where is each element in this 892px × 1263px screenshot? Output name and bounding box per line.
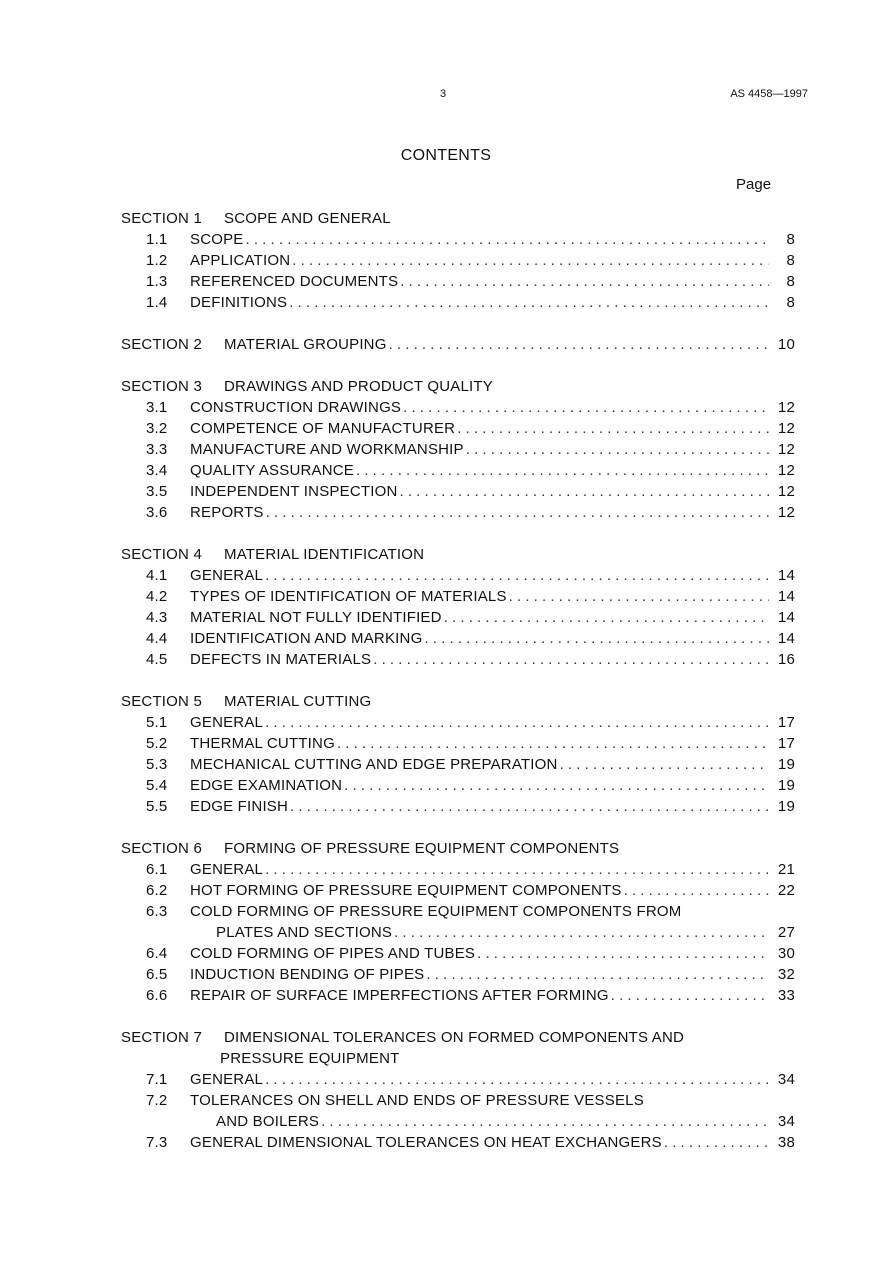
entry-number: 1.3 bbox=[146, 273, 168, 290]
entry-title: COLD FORMING OF PIPES AND TUBES bbox=[190, 945, 476, 962]
dot-leader bbox=[289, 292, 769, 313]
section-number: SECTION 4 bbox=[121, 546, 202, 563]
section-heading bbox=[121, 691, 801, 712]
toc-entry-6-5[interactable] bbox=[121, 964, 801, 985]
dot-leader bbox=[664, 1132, 769, 1153]
entry-page: 12 bbox=[777, 483, 795, 500]
entry-number: 5.5 bbox=[146, 798, 168, 815]
entry-number: 5.4 bbox=[146, 777, 168, 794]
entry-number: 3.5 bbox=[146, 483, 168, 500]
section-7 bbox=[121, 1027, 801, 1153]
toc-entry-6-1[interactable] bbox=[121, 859, 801, 880]
entry-page: 10 bbox=[777, 336, 795, 353]
entry-number: 7.1 bbox=[146, 1071, 168, 1088]
section-title: FORMING OF PRESSURE EQUIPMENT COMPONENTS bbox=[224, 840, 620, 857]
section-heading bbox=[121, 1027, 801, 1069]
dot-leader bbox=[389, 334, 769, 355]
entry-number: 6.1 bbox=[146, 861, 168, 878]
toc-entry-3-5[interactable] bbox=[121, 481, 801, 502]
entry-number: 3.6 bbox=[146, 504, 168, 521]
dot-leader bbox=[477, 943, 769, 964]
entry-title: APPLICATION bbox=[190, 252, 291, 269]
entry-title: EDGE FINISH bbox=[190, 798, 289, 815]
dot-leader bbox=[426, 964, 769, 985]
section-5 bbox=[121, 691, 801, 817]
dot-leader bbox=[321, 1111, 769, 1132]
entry-number: 3.1 bbox=[146, 399, 168, 416]
dot-leader bbox=[266, 502, 769, 523]
page-number: 3 bbox=[440, 88, 447, 100]
dot-leader bbox=[509, 586, 769, 607]
entry-number: 6.2 bbox=[146, 882, 168, 899]
entry-page: 14 bbox=[777, 567, 795, 584]
toc-entry-4-1[interactable] bbox=[121, 565, 801, 586]
entry-page: 19 bbox=[777, 777, 795, 794]
entry-page: 33 bbox=[777, 987, 795, 1004]
toc-entry-1-3[interactable] bbox=[121, 271, 801, 292]
toc-entry-5-3[interactable] bbox=[121, 754, 801, 775]
entry-title: REPORTS bbox=[190, 504, 264, 521]
entry-page: 8 bbox=[786, 252, 795, 269]
entry-title: HOT FORMING OF PRESSURE EQUIPMENT COMPONENTS bbox=[190, 882, 622, 899]
entry-title: GENERAL bbox=[190, 567, 264, 584]
entry-page: 12 bbox=[777, 420, 795, 437]
entry-number: 6.4 bbox=[146, 945, 168, 962]
dot-leader bbox=[292, 250, 769, 271]
entry-page: 8 bbox=[786, 273, 795, 290]
toc-entry-6-4[interactable] bbox=[121, 943, 801, 964]
section-title-continued: PRESSURE EQUIPMENT bbox=[220, 1050, 400, 1067]
dot-leader bbox=[373, 649, 769, 670]
entry-number: 5.1 bbox=[146, 714, 168, 731]
toc-entry-4-4[interactable] bbox=[121, 628, 801, 649]
entry-page: 14 bbox=[777, 609, 795, 626]
table-of-contents bbox=[121, 208, 801, 1174]
entry-first-line bbox=[121, 901, 801, 922]
section-1 bbox=[121, 208, 801, 313]
entry-title: CONSTRUCTION DRAWINGS bbox=[190, 399, 402, 416]
entry-title: GENERAL bbox=[190, 1071, 264, 1088]
entry-number: 1.2 bbox=[146, 252, 168, 269]
toc-entry-3-3[interactable] bbox=[121, 439, 801, 460]
entry-page: 16 bbox=[777, 651, 795, 668]
entry-title: IDENTIFICATION AND MARKING bbox=[190, 630, 423, 647]
dot-leader bbox=[400, 481, 770, 502]
section-number: SECTION 1 bbox=[121, 210, 202, 227]
toc-entry-6-6[interactable] bbox=[121, 985, 801, 1006]
dot-leader bbox=[356, 460, 769, 481]
entry-page: 32 bbox=[777, 966, 795, 983]
dot-leader bbox=[246, 229, 769, 250]
entry-number: 3.2 bbox=[146, 420, 168, 437]
entry-title: REFERENCED DOCUMENTS bbox=[190, 273, 399, 290]
toc-entry-section-2[interactable] bbox=[121, 334, 801, 355]
entry-title: GENERAL bbox=[190, 714, 264, 731]
entry-number: 6.3 bbox=[146, 903, 168, 920]
dot-leader bbox=[444, 607, 769, 628]
entry-title: GENERAL bbox=[190, 861, 264, 878]
section-title: MATERIAL CUTTING bbox=[224, 693, 372, 710]
toc-entry-7-2[interactable] bbox=[121, 1090, 801, 1132]
section-number: SECTION 3 bbox=[121, 378, 202, 395]
toc-entry-1-4[interactable] bbox=[121, 292, 801, 313]
entry-number: 7.3 bbox=[146, 1134, 168, 1151]
entry-title: SCOPE bbox=[190, 231, 244, 248]
dot-leader bbox=[624, 880, 769, 901]
entry-title: DEFINITIONS bbox=[190, 294, 288, 311]
section-title: DRAWINGS AND PRODUCT QUALITY bbox=[224, 378, 493, 395]
toc-entry-7-3[interactable] bbox=[121, 1132, 801, 1153]
dot-leader bbox=[560, 754, 769, 775]
entry-page: 22 bbox=[777, 882, 795, 899]
toc-entry-5-5[interactable] bbox=[121, 796, 801, 817]
dot-leader bbox=[265, 1069, 769, 1090]
entry-title-continued: AND BOILERS bbox=[216, 1113, 320, 1130]
toc-entry-7-1[interactable] bbox=[121, 1069, 801, 1090]
section-title: SCOPE AND GENERAL bbox=[224, 210, 391, 227]
dot-leader bbox=[611, 985, 769, 1006]
entry-page: 27 bbox=[777, 924, 795, 941]
entry-title: TOLERANCES ON SHELL AND ENDS OF PRESSURE VESSELS bbox=[190, 1092, 644, 1109]
entry-title: MANUFACTURE AND WORKMANSHIP bbox=[190, 441, 464, 458]
entry-title: COMPETENCE OF MANUFACTURER bbox=[190, 420, 456, 437]
entry-title: THERMAL CUTTING bbox=[190, 735, 335, 752]
entry-page: 14 bbox=[777, 588, 795, 605]
dot-leader bbox=[403, 397, 769, 418]
section-3 bbox=[121, 376, 801, 523]
entry-title: TYPES OF IDENTIFICATION OF MATERIALS bbox=[190, 588, 507, 605]
toc-entry-4-5[interactable] bbox=[121, 649, 801, 670]
section-2 bbox=[121, 334, 801, 355]
entry-number: 5.2 bbox=[146, 735, 168, 752]
document-code: AS 4458—1997 bbox=[730, 88, 808, 100]
entry-page: 12 bbox=[777, 462, 795, 479]
dot-leader bbox=[265, 712, 769, 733]
page-column-label: Page bbox=[736, 176, 772, 193]
section-6 bbox=[121, 838, 801, 1006]
dot-leader bbox=[290, 796, 769, 817]
dot-leader bbox=[265, 565, 769, 586]
dot-leader bbox=[394, 922, 769, 943]
toc-entry-5-1[interactable] bbox=[121, 712, 801, 733]
entry-number: 5.3 bbox=[146, 756, 168, 773]
toc-entry-3-6[interactable] bbox=[121, 502, 801, 523]
dot-leader bbox=[424, 628, 769, 649]
entry-title: MATERIAL NOT FULLY IDENTIFIED bbox=[190, 609, 442, 626]
section-title: DIMENSIONAL TOLERANCES ON FORMED COMPONENTS AND bbox=[224, 1029, 685, 1046]
entry-page: 34 bbox=[777, 1113, 795, 1130]
toc-entry-3-1[interactable] bbox=[121, 397, 801, 418]
entry-number: 4.5 bbox=[146, 651, 168, 668]
section-number: SECTION 7 bbox=[121, 1029, 202, 1046]
dot-leader bbox=[265, 859, 769, 880]
toc-entry-6-2[interactable] bbox=[121, 880, 801, 901]
dot-leader bbox=[337, 733, 769, 754]
entry-page: 30 bbox=[777, 945, 795, 962]
entry-number: 7.2 bbox=[146, 1092, 168, 1109]
toc-entry-4-2[interactable] bbox=[121, 586, 801, 607]
section-number: SECTION 5 bbox=[121, 693, 202, 710]
entry-number: 6.6 bbox=[146, 987, 168, 1004]
entry-number: 4.4 bbox=[146, 630, 168, 647]
toc-entry-5-2[interactable] bbox=[121, 733, 801, 754]
entry-page: 12 bbox=[777, 504, 795, 521]
entry-number: 1.4 bbox=[146, 294, 168, 311]
toc-entry-6-3[interactable] bbox=[121, 901, 801, 943]
toc-entry-3-2[interactable] bbox=[121, 418, 801, 439]
section-heading bbox=[121, 544, 801, 565]
dot-leader bbox=[400, 271, 769, 292]
entry-title: INDUCTION BENDING OF PIPES bbox=[190, 966, 425, 983]
dot-leader bbox=[466, 439, 769, 460]
entry-title-continued: PLATES AND SECTIONS bbox=[216, 924, 393, 941]
toc-entry-4-3[interactable] bbox=[121, 607, 801, 628]
entry-number: 4.1 bbox=[146, 567, 168, 584]
dot-leader bbox=[457, 418, 769, 439]
entry-page: 12 bbox=[777, 399, 795, 416]
section-heading bbox=[121, 838, 801, 859]
entry-title: QUALITY ASSURANCE bbox=[190, 462, 355, 479]
entry-page: 17 bbox=[777, 714, 795, 731]
entry-page: 38 bbox=[777, 1134, 795, 1151]
entry-continuation-line bbox=[121, 1111, 801, 1132]
toc-entry-1-1[interactable] bbox=[121, 229, 801, 250]
entry-title: COLD FORMING OF PRESSURE EQUIPMENT COMPONENTS FROM bbox=[190, 903, 682, 920]
entry-number: 6.5 bbox=[146, 966, 168, 983]
entry-title: REPAIR OF SURFACE IMPERFECTIONS AFTER FORMING bbox=[190, 987, 609, 1004]
entry-number: 4.3 bbox=[146, 609, 168, 626]
entry-number: 1.1 bbox=[146, 231, 168, 248]
entry-title: MECHANICAL CUTTING AND EDGE PREPARATION bbox=[190, 756, 558, 773]
entry-number: 3.4 bbox=[146, 462, 168, 479]
contents-title: CONTENTS bbox=[400, 147, 492, 164]
section-heading bbox=[121, 376, 801, 397]
entry-page: 8 bbox=[786, 231, 795, 248]
entry-number: 4.2 bbox=[146, 588, 168, 605]
toc-entry-1-2[interactable] bbox=[121, 250, 801, 271]
section-number: SECTION 2 bbox=[121, 336, 202, 353]
entry-title: INDEPENDENT INSPECTION bbox=[190, 483, 398, 500]
entry-page: 19 bbox=[777, 756, 795, 773]
entry-title: DEFECTS IN MATERIALS bbox=[190, 651, 372, 668]
toc-entry-3-4[interactable] bbox=[121, 460, 801, 481]
entry-first-line bbox=[121, 1090, 801, 1111]
toc-entry-5-4[interactable] bbox=[121, 775, 801, 796]
section-number: SECTION 6 bbox=[121, 840, 202, 857]
entry-number: 3.3 bbox=[146, 441, 168, 458]
section-4 bbox=[121, 544, 801, 670]
entry-page: 14 bbox=[777, 630, 795, 647]
entry-title: EDGE EXAMINATION bbox=[190, 777, 343, 794]
entry-continuation-line bbox=[121, 922, 801, 943]
entry-page: 12 bbox=[777, 441, 795, 458]
section-title: MATERIAL IDENTIFICATION bbox=[224, 546, 425, 563]
section-title: MATERIAL GROUPING bbox=[224, 336, 387, 353]
entry-page: 34 bbox=[777, 1071, 795, 1088]
entry-page: 21 bbox=[777, 861, 795, 878]
dot-leader bbox=[344, 775, 769, 796]
entry-page: 8 bbox=[786, 294, 795, 311]
entry-page: 19 bbox=[777, 798, 795, 815]
entry-title: GENERAL DIMENSIONAL TOLERANCES ON HEAT EXCHANGERS bbox=[190, 1134, 662, 1151]
section-heading bbox=[121, 208, 801, 229]
entry-page: 17 bbox=[777, 735, 795, 752]
